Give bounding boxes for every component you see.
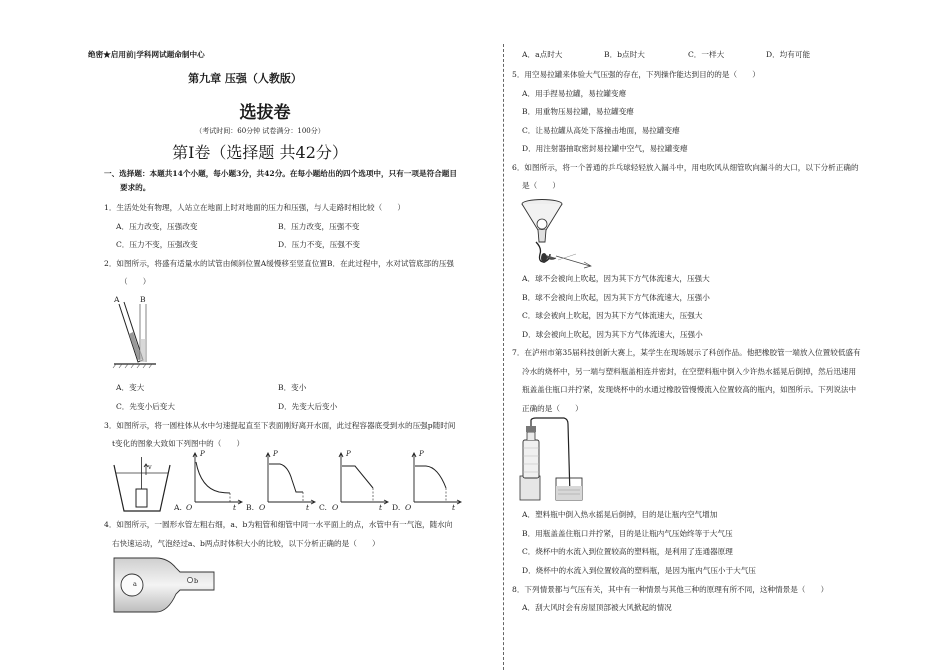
confidential-label: 绝密★启用前|学科网试题命制中心 [88, 50, 205, 59]
q7-bottle-figure [518, 418, 592, 502]
q2-option-b: B．变小 [278, 383, 307, 392]
q5-stem: 5．用空易拉罐来体验大气压强的存在，下列操作能达到目的的是（ ） [512, 70, 760, 79]
q3-graph-d-t: t [452, 503, 456, 512]
q8-option-a: A．刮大风时会有房屋顶部被大风掀起的情况 [522, 603, 672, 612]
q6-stem-line1: 6．如图所示，将一个普通的乒乓球轻轻放入漏斗中，用电吹风从细管吹向漏斗的大口，以下分析正确的 [512, 163, 859, 172]
q2-option-d: D．先变大后变小 [278, 402, 338, 411]
q3-stem-line2: t变化的图象大致如下列图中的（ ） [112, 439, 245, 448]
chapter-title: 第九章 压强（人教版） [188, 72, 302, 85]
q3-graph-b-p-label: P [273, 450, 278, 458]
exam-info: （考试时间：60分钟 试卷满分：100分） [195, 127, 325, 135]
q3-graph-b-origin: O [259, 503, 266, 512]
q2-label-a: A [114, 295, 120, 304]
q3-option-b: B. [246, 503, 254, 512]
q2-stem-line1: 2．如图所示，将盛有适量水的试管由倾斜位置A缓慢移至竖直位置B．在此过程中，水对试管底部的压强 [104, 259, 455, 268]
q1-option-b: B．压力改变，压强不变 [278, 222, 360, 231]
q3-graph-c [331, 452, 391, 508]
q7-option-c: C．烧杯中的水流入到位置较高的塑料瓶，是利用了连通器原理 [522, 547, 733, 556]
q3-container-figure [112, 455, 172, 513]
q3-option-d: D. [392, 503, 401, 512]
q1-option-d: D．压力不变，压强不变 [278, 240, 361, 249]
q4-label-b: b [194, 577, 199, 585]
q8-stem: 8．下列情景都与气压有关，其中有一种情景与其他三种的原理有所不同，这种情景是（ ） [512, 585, 829, 594]
q3-graph-c-t: t [379, 503, 383, 512]
q7-stem-line1: 7．在泸州市第35届科技创新大赛上，某学生在现场展示了科创作品。他把橡胶管一端放入位置较低盛有 [512, 348, 861, 357]
q1-option-c: C．压力不变，压强改变 [116, 240, 198, 249]
q3-graph-d [404, 452, 464, 508]
q7-stem-line4: 正确的是（ ） [522, 404, 583, 413]
column-divider [503, 44, 504, 670]
q5-option-b: B．用重物压易拉罐，易拉罐变瘪 [522, 107, 634, 116]
q5-option-a: A．用手捏易拉罐，易拉罐变瘪 [522, 89, 627, 98]
q2-label-b: B [140, 295, 146, 304]
q3-graph-a-p-label: P [200, 450, 205, 458]
q4-option-d: D．均有可能 [766, 50, 811, 59]
q3-graph-b-t: t [306, 503, 310, 512]
q6-option-b: B．球不会被向上吹起，因为其下方气体流速大，压强小 [522, 293, 710, 302]
q4-stem-line1: 4．如图所示，一圆形水管左粗右细，a、b为粗管和细管中同一水平面上的点，水管中有一气泡，随水向 [104, 520, 453, 529]
q7-stem-line3: 瓶盖盖住瓶口并拧紧，发现烧杯中的水通过橡胶管慢慢流入位置较高的瓶内，如图所示。下列说法中 [522, 385, 857, 394]
instructions-line1: 一、选择题：本题共14个小题，每小题3分，共42分。在每小题给出的四个选项中，只有一项是符合题目 [104, 169, 457, 178]
q3-option-a: A. [174, 503, 182, 512]
q4-stem-line2: 右快速运动，气泡经过a、b两点时体积大小的比较，以下分析正确的是（ ） [112, 539, 380, 548]
q3-stem-line1: 3．如图所示，将一圆柱体从水中匀速提起直至下表面刚好离开水面，此过程容器底受到水的压强p随时间 [104, 421, 456, 430]
q7-option-a: A．塑料瓶中倒入热水摇晃后倒掉，目的是让瓶内空气增加 [522, 510, 718, 519]
q3-graph-c-p-label: P [346, 450, 351, 458]
q3-graph-a-t: t [233, 503, 237, 512]
q7-option-b: B．用瓶盖盖住瓶口并拧紧，目的是让瓶内气压始终等于大气压 [522, 529, 733, 538]
q5-option-d: D．用注射器抽取密封易拉罐中空气，易拉罐变瘪 [522, 144, 688, 153]
q3-velocity-label: v [148, 463, 152, 471]
q3-graph-a [185, 452, 245, 508]
q4-option-b: B．b点时大 [604, 50, 645, 59]
paper-title: 选拔卷 [239, 103, 291, 123]
section-title: 第Ⅰ卷（选择题 共42分） [172, 143, 348, 162]
q3-graph-d-p-label: P [419, 450, 424, 458]
instructions-line2: 要求的。 [120, 183, 151, 192]
q3-graph-c-origin: O [332, 503, 339, 512]
q2-option-a: A．变大 [116, 383, 145, 392]
q5-option-c: C．让易拉罐从高处下落撞击地面，易拉罐变瘪 [522, 126, 680, 135]
q6-funnel-figure [520, 196, 596, 268]
q1-stem: 1．生活处处有物理，人站立在地面上时对地面的压力和压强，与人走路时相比较（ ） [104, 203, 405, 212]
q4-water-pipe-figure [112, 556, 216, 616]
q2-option-c: C．先变小后变大 [116, 402, 175, 411]
q6-stem-line2: 是（ ） [522, 181, 560, 190]
q6-option-d: D．球会被向上吹起，因为其下方气体流速大，压强小 [522, 330, 703, 339]
q6-option-c: C．球会被向上吹起，因为其下方气体流速大，压强大 [522, 311, 703, 320]
q3-option-c: C. [319, 503, 327, 512]
q4-option-a: A．a点时大 [522, 50, 563, 59]
q3-graph-a-origin: O [186, 503, 193, 512]
q6-option-a: A．球不会被向上吹起，因为其下方气体流速大，压强大 [522, 274, 710, 283]
q3-graph-d-origin: O [405, 503, 412, 512]
q7-stem-line2: 冷水的烧杯中，另一端与塑料瓶盖相连并密封，在空塑料瓶中倒入少许热水摇晃后倒掉，然后迅速用 [522, 367, 857, 376]
q2-stem-line2: （ ） [120, 277, 151, 286]
q7-option-d: D．烧杯中的水流入到位置较高的塑料瓶，是因为瓶内气压小于大气压 [522, 566, 756, 575]
q1-option-a: A．压力改变，压强改变 [116, 222, 198, 231]
q3-graph-b [258, 452, 318, 508]
q2-test-tube-figure [112, 294, 162, 370]
q4-label-a: a [133, 580, 137, 588]
q4-option-c: C．一样大 [688, 50, 725, 59]
